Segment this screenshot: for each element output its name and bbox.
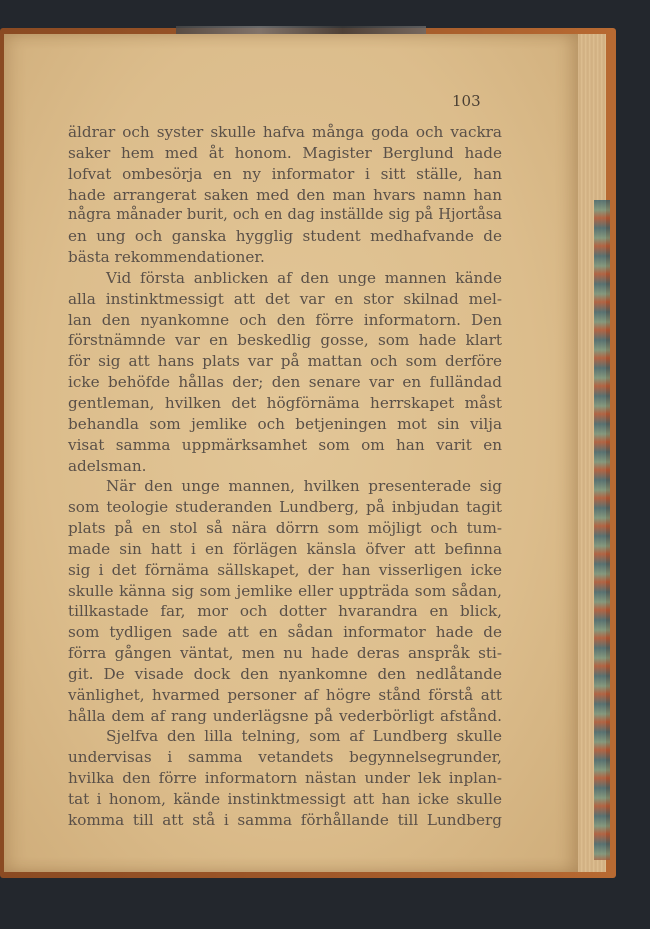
text-line: sig i det förnäma sällskapet, der han visserligen icke bbox=[68, 560, 502, 579]
text-line: icke behöfde hållas der; den senare var en fulländad bbox=[68, 373, 502, 392]
text-line: gentleman, hvilken det högförnäma herrskapet måst bbox=[68, 393, 502, 412]
text-line: lan den nyankomne och den förre informatorn. Den bbox=[68, 310, 502, 329]
text-line: behandla som jemlike och betjeningen mot sin vilja bbox=[68, 414, 502, 433]
text-line: som tydligen sade att en sådan informator hade de bbox=[68, 623, 502, 642]
text-line: git. De visade dock den nyankomne den nedlåtande bbox=[68, 664, 502, 683]
text-line: made sin hatt i en förlägen känsla öfver att befinna bbox=[68, 539, 502, 558]
text-line: för sig att hans plats var på mattan och som derföre bbox=[68, 352, 502, 371]
text-line: tillkastade far, mor och dotter hvarandra en blick, bbox=[68, 602, 502, 621]
text-line: undervisas i samma vetandets begynnelsegrunder, bbox=[68, 748, 502, 767]
text-line: plats på en stol så nära dörrn som möjligt och tum- bbox=[68, 519, 502, 538]
text-line: hvilka den förre informatorn nästan under lek inplan- bbox=[68, 769, 502, 788]
text-line: en ung och ganska hygglig student medhafvande de bbox=[68, 227, 502, 246]
text-line: Vid första anblicken af den unge mannen kände bbox=[106, 268, 502, 287]
text-line: saker hem med åt honom. Magister Berglund hade bbox=[68, 143, 502, 162]
text-line: komma till att stå i samma förhållande till Lundberg bbox=[68, 810, 502, 829]
text-line: hålla dem af rang underlägsne på vederbörligt afstånd. bbox=[68, 706, 502, 725]
text-line: hade arrangerat saken med den man hvars namn han bbox=[68, 185, 502, 204]
text-line: tat i honom, kände instinktmessigt att han icke skulle bbox=[68, 790, 502, 808]
page-number: 103 bbox=[452, 92, 481, 110]
body-text bbox=[68, 122, 502, 831]
text-line: Sjelfva den lilla telning, som af Lundberg skulle bbox=[106, 727, 502, 746]
text-line: bästa rekommendationer. bbox=[68, 248, 265, 267]
text-line: adelsman. bbox=[68, 456, 147, 475]
text-line: alla instinktmessigt att det var en stor skilnad mel- bbox=[68, 289, 502, 308]
text-line: När den unge mannen, hvilken presenterade sig bbox=[106, 477, 502, 496]
text-line: äldrar och syster skulle hafva många goda och vackra bbox=[68, 123, 502, 141]
text-line: förstnämnde var en beskedlig gosse, som hade klart bbox=[68, 331, 502, 350]
text-line: som teologie studeranden Lundberg, på inbjudan tagit bbox=[68, 498, 502, 517]
text-line: visat samma uppmärksamhet som om han varit en bbox=[68, 435, 502, 454]
binding-strip-top bbox=[176, 26, 426, 34]
text-line: några månader burit, och en dag inställde sig på Hjortåsa bbox=[68, 206, 502, 224]
text-line: förra gången väntat, men nu hade deras anspråk sti- bbox=[68, 644, 502, 663]
text-line: vänlighet, hvarmed personer af högre stånd förstå att bbox=[68, 685, 502, 704]
binding-spine-right bbox=[594, 200, 610, 860]
text-line: skulle känna sig som jemlike eller uppträda som sådan, bbox=[68, 581, 502, 600]
text-line: lofvat ombesörja en ny informator i sitt ställe, han bbox=[68, 164, 502, 183]
